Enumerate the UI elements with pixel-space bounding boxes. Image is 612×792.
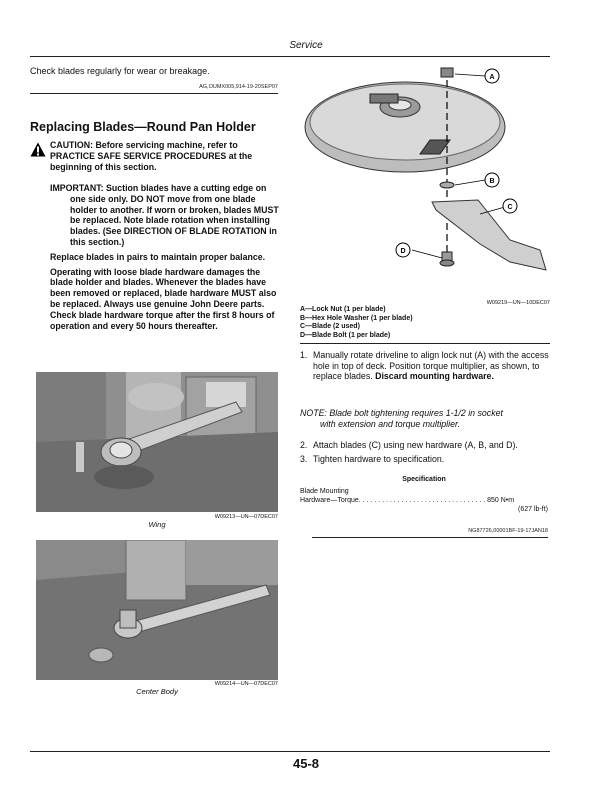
step-number: 2. — [300, 440, 308, 450]
legend-item: B—Hex Hole Washer (1 per blade) — [300, 314, 413, 322]
important-block — [30, 183, 280, 335]
note-line: with extension and torque multiplier. — [320, 418, 461, 429]
running-header: Service — [289, 40, 323, 51]
step-number: 1. — [300, 350, 308, 360]
spec-line: Blade Mounting — [300, 488, 349, 495]
hardware-paragraph: Operating with loose blade hardware damages the blade holder and blades. Whenever the blades have been removed or replaced, blade hardware MUST also be replaced. Always use genuine John Deere parts. Check blade hardware torque after the first 8 hours of operation and every 50 hours thereafter. — [50, 266, 277, 331]
callout-d-label: D — [400, 248, 406, 255]
step-1 — [300, 350, 550, 382]
legend-item: D—Blade Bolt (1 per blade) — [300, 331, 391, 339]
callout-a-label: A — [489, 74, 495, 81]
divider-rule — [30, 93, 278, 94]
photo-code: W09213—UN—07DEC07 — [214, 514, 278, 520]
spec-heading: Specification — [402, 476, 446, 483]
parts-legend — [300, 306, 550, 340]
legend-item: C—Blade (2 used) — [300, 323, 360, 330]
photo-caption: Center Body — [136, 687, 178, 696]
note-line: NOTE: Blade bolt tightening requires 1-1/2 in socket — [300, 408, 503, 418]
blade-assembly-diagram — [300, 62, 550, 302]
callout-b-label: B — [489, 178, 495, 185]
step-2 — [300, 440, 550, 451]
step-3 — [300, 454, 550, 465]
divider-rule — [312, 537, 548, 538]
note-block — [300, 408, 550, 429]
balance-paragraph: Replace blades in pairs to maintain proper balance. — [50, 251, 266, 262]
legend-item: A—Lock Nut (1 per blade) — [300, 306, 386, 313]
intro-ref-code: AG,OUMX005,914-19-20SEP07 — [199, 84, 278, 90]
photo-caption: Wing — [148, 520, 166, 529]
caution-block — [30, 140, 280, 172]
footer-rule — [30, 751, 550, 752]
center-body-blade-photo — [36, 540, 278, 680]
divider-rule — [300, 343, 550, 344]
spec-line: (627 lb-ft) — [518, 506, 548, 513]
intro-text: Check blades regularly for wear or breakage. — [30, 66, 210, 76]
spec-line: Hardware—Torque. . . . . . . . . . . . . . . . . . . . . . . . . . . . . . . . . 850 N•m — [300, 497, 515, 504]
callout-c-label: C — [507, 204, 513, 211]
step-number: 3. — [300, 453, 308, 464]
photo-code: W09214—UN—07DEC07 — [214, 681, 278, 687]
section-title: Replacing Blades—Round Pan Holder — [30, 120, 256, 134]
header-rule — [30, 56, 550, 57]
important-paragraph: IMPORTANT: Suction blades have a cutting edge on one side only. DO NOT move from one blade holder to another. If worn or broken, blades MUST be replaced. Note blade rotation when installing blades. (See DIRECTION OF BLADE ROTATION in this section.) — [50, 183, 279, 247]
step-text: Attach blades (C) using new hardware (A, B, and D). — [313, 440, 518, 450]
warning-triangle-icon — [30, 142, 46, 157]
step-emphasis: Discard mounting hardware. — [375, 371, 494, 382]
spec-ref-code: NG87726,00001BF-19-17JAN18 — [468, 528, 548, 534]
procedure-steps-cont — [300, 440, 550, 467]
step-text: Manually rotate driveline to align lock nut (A) with the access hole in top of deck. Position torque multiplier, as shown, to replace blades. — [313, 350, 549, 382]
page-number: 45-8 — [292, 756, 320, 771]
procedure-steps — [300, 350, 550, 385]
caution-text: CAUTION: Before servicing machine, refer to PRACTICE SAFE SERVICE PROCEDURES at the beginning of this section. — [50, 140, 253, 172]
diagram-code: W09219—UN—10DEC07 — [486, 300, 550, 306]
step-text: Tighten hardware to specification. — [313, 453, 445, 464]
wing-blade-photo — [36, 372, 278, 512]
